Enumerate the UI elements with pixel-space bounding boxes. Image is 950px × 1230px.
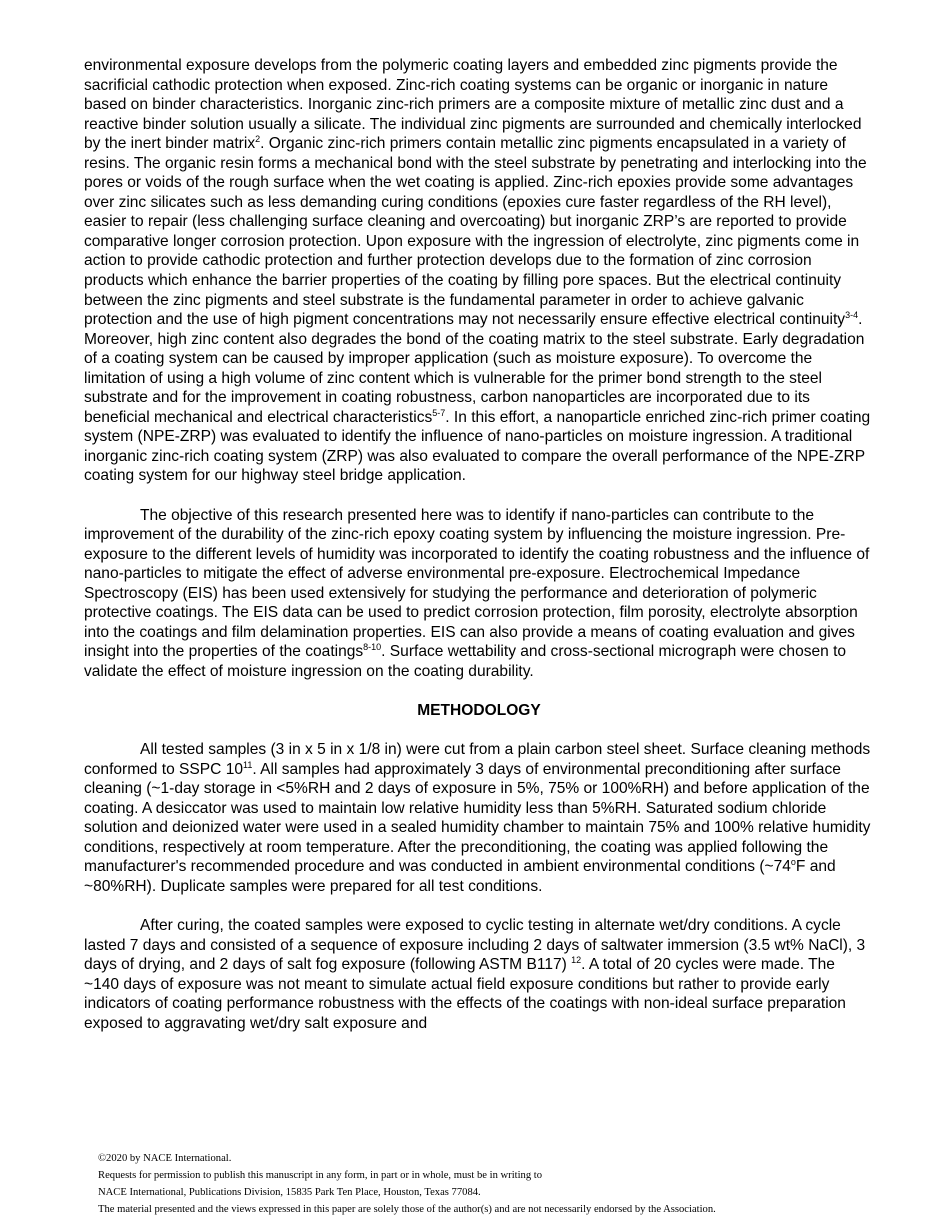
footer-copyright: ©2020 by NACE International.	[98, 1153, 232, 1164]
paragraph-sample-preparation: All tested samples (3 in x 5 in x 1/8 in) were cut from a plain carbon steel sheet. Surface cleaning methods conformed to SSPC $10^{11}$. All samples had approximately 3 days of environmental preconditioning after surface cleaning (~1-day storage in <5%RH and 2 days of exposure in 5%, 75% or 100%RH) and before application of the coating. A desiccator was used to maintain low relative humidity less than 5%RH. Saturated sodium chloride solution and deionized water were used in a sealed humidity chamber to maintain 75% and 100% relative humidity conditions, respectively at room temperature. After the preconditioning, the coating was applied following the manufacturer's recommended procedure and was conducted in ambient environmental conditions (~74$^o$F and ~80%RH). Duplicate samples were prepared for all test conditions.	[84, 741, 871, 895]
paragraph-cyclic-testing: After curing, the coated samples were exposed to cyclic testing in alternate wet/dry conditions. A cycle lasted 7 days and consisted of a sequence of exposure including 2 days of saltwater immersion (3.5 wt% NaCl), 3 days of drying, and 2 days of salt fog exposure (following ASTM B117) $^{12}$. A total of 20 cycles were made. The ~140 days of exposure was not meant to simulate actual field exposure conditions but rather to provide early indicators of coating performance robustness with the effects of the coatings with non-ideal surface preparation exposed to aggravating wet/dry salt exposure and	[84, 917, 866, 1032]
footer-disclaimer-line: The material presented and the views expressed in this paper are solely those of the author(s) and are not necessarily endorsed by the Association.	[98, 1204, 716, 1215]
citation: 2	[255, 134, 261, 145]
section-heading-methodology: METHODOLOGY	[417, 702, 541, 720]
paragraph-zinc-rich-coatings: environmental exposure develops from the polymeric coating layers and embedded zinc pigments provide the sacrificial cathodic protection when exposed. Zinc-rich coating systems can be organic or inorganic in nature based on binder characteristics. Inorganic zinc-rich primers are a composite mixture of metallic zinc dust and a reactive binder solution usually a silicate. The individual zinc pigments are surrounded and chemically interlocked by the inert binder matrix$^2$. Organic zinc-rich primers contain metallic zinc pigments encapsulated in a variety of resins. The organic resin forms a mechanical bond with the steel substrate by penetrating and interlocking into the pores or voids of the rough surface when the wet coating is applied. Zinc-rich epoxies provide some advantages over zinc silicates such as less demanding curing conditions (epoxies cure faster regardless of the RH level), easier to repair (less challenging surface cleaning and overcoating) but inorganic ZRP’s are reported to provide comparative longer corrosion protection. Upon exposure with the ingression of electrolyte, zinc pigments come in action to provide cathodic protection and further protection develops due to the formation of zinc corrosion products which enhance the barrier properties of the coating by filling pore spaces. But the electrical continuity between the zinc pigments and steel substrate is the fundamental parameter in order to achieve galvanic protection and the use of high pigment concentrations may not necessarily ensure effective electrical continuity$^{3-4}$. Moreover, high zinc content also degrades the bond of the coating matrix to the steel substrate. Early degradation of a coating system can be caused by improper application (such as moisture exposure). To overcome the limitation of using a high volume of zinc content which is vulnerable for the primer bond strength to the steel substrate and for the improvement in coating robustness, carbon nanoparticles are incorporated due to its beneficial mechanical and electrical characteristics$^{5-7}$. In this effort, a nanoparticle enriched zinc-rich primer coating system (NPE-ZRP) was evaluated to identify the influence of nano-particles on moisture ingression. A traditional inorganic zinc-rich coating system (ZRP) was also evaluated to compare the overall performance of the NPE-ZRP coating system for our highway steel bridge application.	[84, 57, 871, 485]
copyright-footer	[98, 1150, 888, 1218]
citation: 3-4	[845, 310, 859, 321]
citation: 5-7	[432, 407, 446, 418]
footer-permission-line: Requests for permission to publish this manuscript in any form, in part or in whole, must be in writing to	[98, 1170, 543, 1181]
citation: 12	[571, 955, 582, 966]
paragraph-objective: The objective of this research presented here was to identify if nano-particles can contribute to the improvement of the durability of the zinc-rich epoxy coating system by influencing the moisture ingression. Pre-exposure to the different levels of humidity was incorporated to identify the coating robustness and the influence of nano-particles to mitigate the effect of adverse environmental pre-exposure. Electrochemical Impedance Spectroscopy (EIS) has been used extensively for studying the performance and deterioration of polymeric protective coatings. The EIS data can be used to predict corrosion protection, film porosity, electrolyte absorption into the coatings and film delamination properties. EIS can also provide a means of coating evaluation and gives insight into the properties of the coatings$^{8-10}$. Surface wettability and cross-sectional micrograph were chosen to validate the effect of moisture ingression on the coating durability.	[84, 506, 870, 680]
degree-symbol: o	[790, 857, 796, 868]
citation: 11	[243, 759, 253, 770]
body-text	[84, 56, 874, 1033]
footer-address-line: NACE International, Publications Division, 15835 Park Ten Place, Houston, Texas 77084.	[98, 1187, 481, 1198]
citation: 8-10	[363, 642, 382, 653]
